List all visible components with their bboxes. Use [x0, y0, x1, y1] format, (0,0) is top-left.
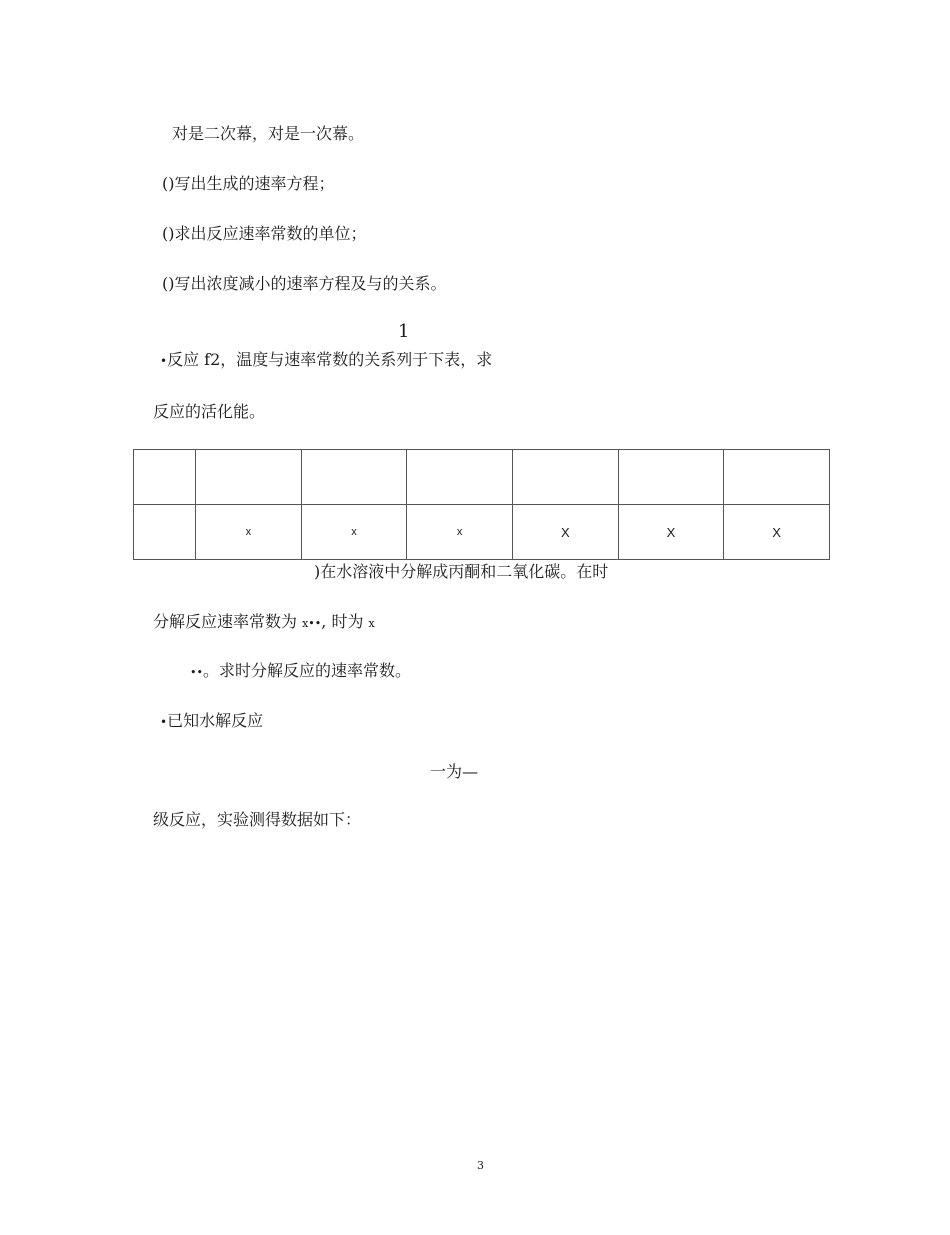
problem-number: 1	[398, 321, 410, 342]
text-segment: ••	[190, 666, 203, 679]
problem-activation-energy-end: 反应的活化能。	[153, 402, 266, 421]
table-cell: x	[407, 505, 513, 560]
table-row	[134, 505, 830, 560]
problem-decomposition-question	[190, 661, 411, 683]
bullet-icon: •	[160, 715, 168, 729]
problem-hydrolysis-intro	[160, 711, 263, 732]
bullet-icon: •	[160, 354, 168, 368]
problem-decomposition-intro: )在水溶液中分解成丙酮和二氧化碳。在时	[314, 562, 609, 581]
table-cell	[196, 450, 302, 505]
table-cell: X	[724, 505, 830, 560]
page-number: 3	[477, 1159, 484, 1172]
text-line-rate-order: 对是二次幕，对是一次幕。	[172, 124, 365, 143]
table-row	[134, 450, 830, 505]
problem-hydrolysis-order: 一为—	[430, 762, 479, 781]
problem-text: 已知水解反应	[167, 711, 264, 730]
table-cell: x	[196, 505, 302, 560]
table-cell	[618, 450, 724, 505]
table-cell	[134, 505, 196, 560]
text-segment: 。求时分解反应的速率常数。	[202, 661, 411, 680]
text-segment: 分解反应速率常数为	[153, 612, 303, 631]
problem-hydrolysis-data: 级反应，实验测得数据如下：	[153, 810, 362, 829]
problem-text: 反应 f2，温度与速率常数的关系列于下表，求	[167, 350, 493, 369]
table-cell: X	[512, 505, 618, 560]
question-concentration-decrease: ()写出浓度减小的速率方程及与的关系。	[162, 274, 447, 293]
text-segment: x	[368, 617, 375, 630]
problem-decomposition-rate-constant	[153, 612, 375, 634]
question-rate-constant-unit: ()求出反应速率常数的单位；	[162, 224, 367, 243]
text-segment: , 时为	[321, 612, 369, 631]
table-cell	[512, 450, 618, 505]
table-cell: X	[618, 505, 724, 560]
table-cell	[301, 450, 407, 505]
question-rate-equation: ()写出生成的速率方程；	[162, 174, 335, 193]
table-cell: x	[301, 505, 407, 560]
problem-activation-energy-intro	[160, 350, 492, 371]
temperature-rate-table	[133, 449, 830, 560]
table-cell	[134, 450, 196, 505]
table-cell	[407, 450, 513, 505]
text-segment: x••	[302, 617, 322, 630]
table-cell	[724, 450, 830, 505]
